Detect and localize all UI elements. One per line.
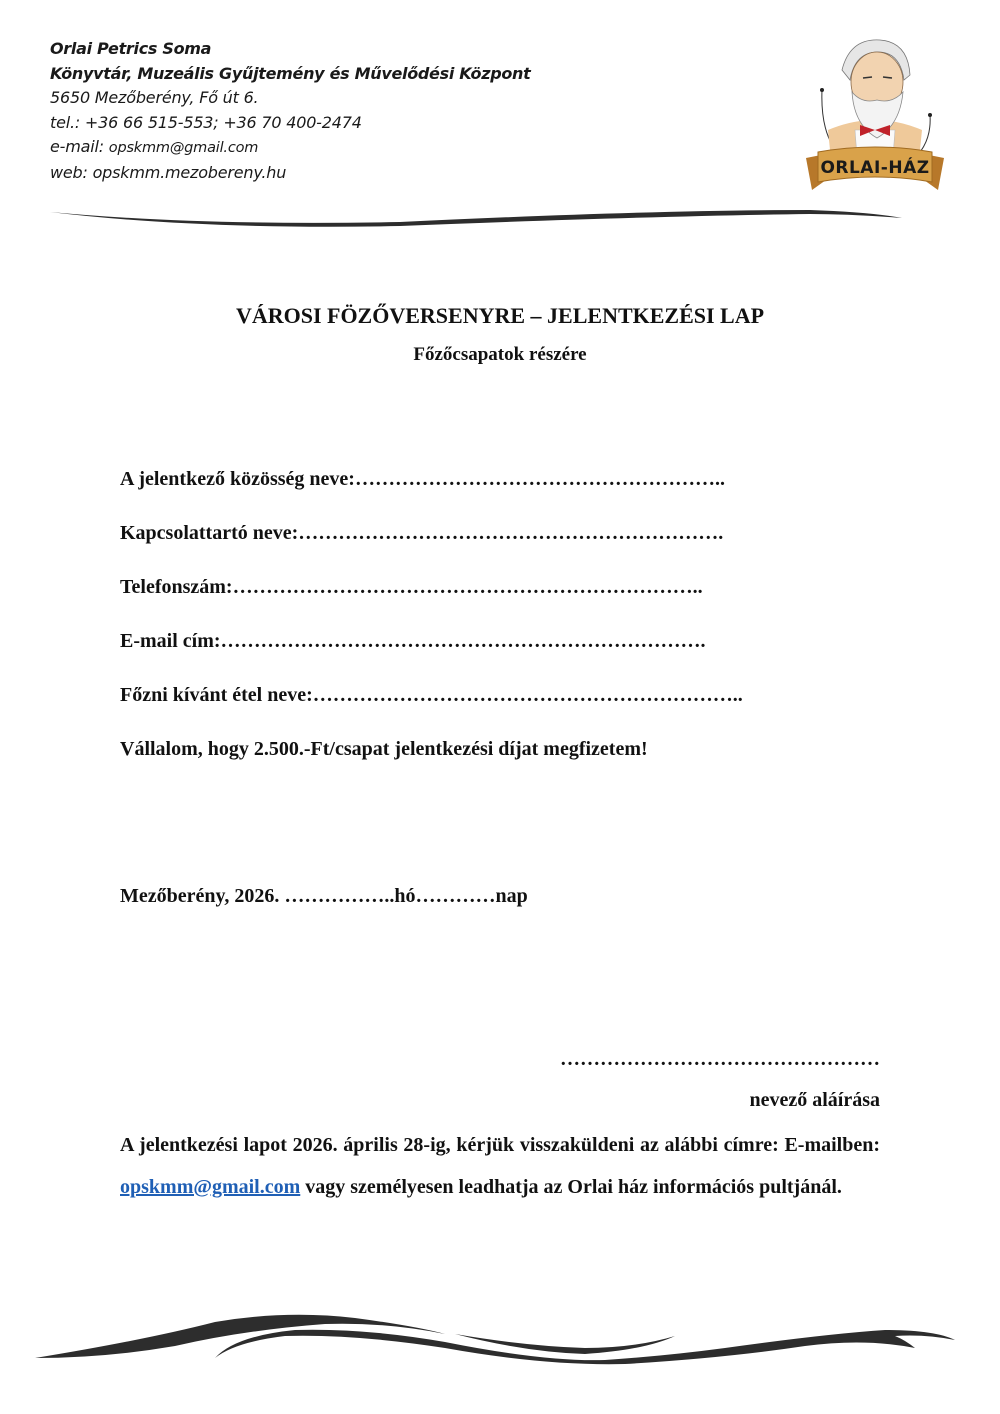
logo-text: ORLAI-HÁZ bbox=[820, 158, 930, 178]
org-name: Orlai Petrics Soma bbox=[50, 39, 212, 58]
page-title: VÁROSI FÖZŐVERSENYRE – JELENTKEZÉSI LAP bbox=[235, 303, 765, 328]
field-label: Kapcsolattartó neve: bbox=[120, 522, 299, 544]
field-label: Telefonszám: bbox=[120, 576, 233, 598]
field-contact-name[interactable] bbox=[120, 522, 723, 545]
instructions-text-2: vagy személyesen leadhatja az Orlai ház információs pultjánál. bbox=[300, 1176, 842, 1198]
orlai-haz-logo bbox=[800, 30, 950, 200]
field-label: E-mail cím: bbox=[120, 630, 221, 652]
field-label: Főzni kívánt étel neve: bbox=[120, 684, 313, 706]
phone: tel.: +36 66 515-553; +36 70 400-2474 bbox=[50, 112, 362, 132]
signature-label: nevező aláírása bbox=[749, 1089, 880, 1111]
web: opskmm.mezobereny.hu bbox=[92, 162, 287, 182]
field-blank[interactable]: ………………………………………………………. bbox=[298, 522, 724, 544]
submission-instructions bbox=[120, 1124, 880, 1208]
footer-divider-swoosh bbox=[25, 1300, 975, 1370]
header-divider-swoosh bbox=[50, 200, 910, 230]
email-label: e-mail: bbox=[50, 137, 104, 156]
field-blank[interactable]: ………………………………………………………………. bbox=[220, 630, 706, 652]
field-community-name[interactable] bbox=[120, 468, 725, 491]
address: 5650 Mezőberény, Fő út 6. bbox=[50, 88, 259, 107]
letterhead bbox=[50, 37, 531, 185]
field-blank[interactable]: ……………………………………………………….. bbox=[312, 684, 743, 706]
fee-pledge: Vállalom, hogy 2.500.-Ft/csapat jelentkezési díjat megfizetem! bbox=[120, 738, 648, 760]
signature-line[interactable]: ………………………………………… bbox=[560, 1048, 880, 1070]
field-dish-name[interactable] bbox=[120, 684, 743, 707]
field-blank[interactable]: …………………………………………………………….. bbox=[232, 576, 703, 598]
instructions-text-1: A jelentkezési lapot 2026. április 28-ig, kérjük visszaküldeni az alábbi címre: E-mailben: bbox=[120, 1134, 880, 1156]
org-full-name: Könyvtár, Muzeális Gyűjtemény és Művelődési Központ bbox=[50, 63, 531, 83]
email: opskmm@gmail.com bbox=[108, 140, 259, 156]
field-phone[interactable] bbox=[120, 576, 703, 599]
page-subtitle: Főzőcsapatok részére bbox=[413, 344, 587, 365]
web-label: web: bbox=[50, 162, 88, 182]
field-email[interactable] bbox=[120, 630, 706, 653]
email-link[interactable]: opskmm@gmail.com bbox=[120, 1176, 301, 1198]
field-label: A jelentkező közösség neve: bbox=[120, 468, 355, 490]
field-blank[interactable]: ……………………………………………….. bbox=[354, 468, 725, 490]
date-line[interactable]: Mezőberény, 2026. ……………..hó…………nap bbox=[120, 885, 528, 907]
